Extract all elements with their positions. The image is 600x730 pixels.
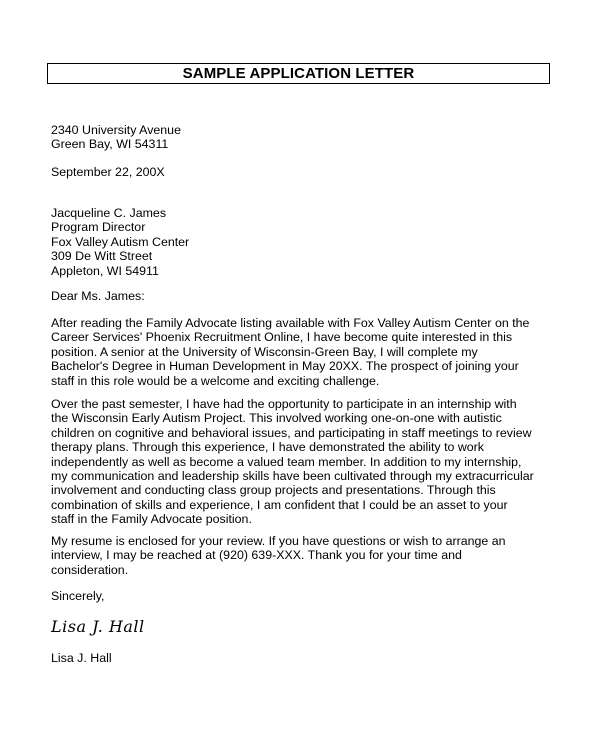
paragraph-line: Bachelor's Degree in Human Development in May 20XX. The prospect of joining your [51, 359, 519, 374]
sender-address-line: Green Bay, WI 54311 [51, 137, 169, 152]
signature-name: Lisa J. Hall [51, 651, 112, 665]
paragraph-line: interview, I may be reached at (920) 639-XXX. Thank you for your time and [51, 548, 462, 563]
salutation: Dear Ms. James: [51, 289, 145, 303]
paragraph-line: the Wisconsin Early Autism Project. This involved working one-on-one with autistic [51, 411, 502, 426]
paragraph-line: staff in the Family Advocate position. [51, 512, 252, 527]
paragraph-line: children on cognitive and behavioral issues, and participating in staff meetings to review [51, 425, 532, 440]
sender-address-line: 2340 University Avenue [51, 123, 181, 137]
closing: Sincerely, [51, 589, 105, 603]
paragraph-1 [51, 316, 556, 388]
paragraph-line: my communication and leadership skills have been cultivated through my extracurricular [51, 469, 534, 484]
sender-address [51, 123, 556, 152]
letter-date: September 22, 200X [51, 165, 165, 179]
paragraph-line: My resume is enclosed for your review. If you have questions or wish to arrange an [51, 534, 506, 548]
paragraph-line: involvement and conducting class group projects and presentations. Through this [51, 483, 496, 498]
paragraph-3 [51, 534, 556, 577]
paragraph-line: Career Services' Phoenix Recruitment Online, I have become quite interested in this [51, 330, 513, 345]
letter-title: SAMPLE APPLICATION LETTER [47, 63, 550, 84]
recipient-line: Program Director [51, 220, 146, 235]
recipient-line: Jacqueline C. James [51, 206, 167, 220]
paragraph-line: consideration. [51, 562, 129, 577]
paragraph-line: staff in this role would be a welcome and exciting challenge. [51, 373, 380, 388]
recipient-address [51, 206, 556, 278]
handwritten-signature: Lisa J. Hall [51, 617, 145, 636]
paragraph-line: independently as well as become a valued team member. In addition to my internship, [51, 454, 522, 469]
recipient-line: Appleton, WI 54911 [51, 263, 159, 278]
paragraph-2 [51, 397, 556, 527]
paragraph-line: therapy plans. Through this experience, I have demonstrated the ability to work [51, 440, 485, 455]
recipient-line: Fox Valley Autism Center [51, 234, 190, 249]
paragraph-line: position. A senior at the University of Wisconsin-Green Bay, I will complete my [51, 344, 478, 359]
recipient-line: 309 De Witt Street [51, 249, 153, 264]
paragraph-line: Over the past semester, I have had the opportunity to participate in an internship with [51, 397, 517, 411]
paragraph-line: combination of skills and experience, I am confident that I could be an asset to your [51, 497, 508, 512]
paragraph-line: After reading the Family Advocate listing available with Fox Valley Autism Center on the [51, 316, 530, 330]
